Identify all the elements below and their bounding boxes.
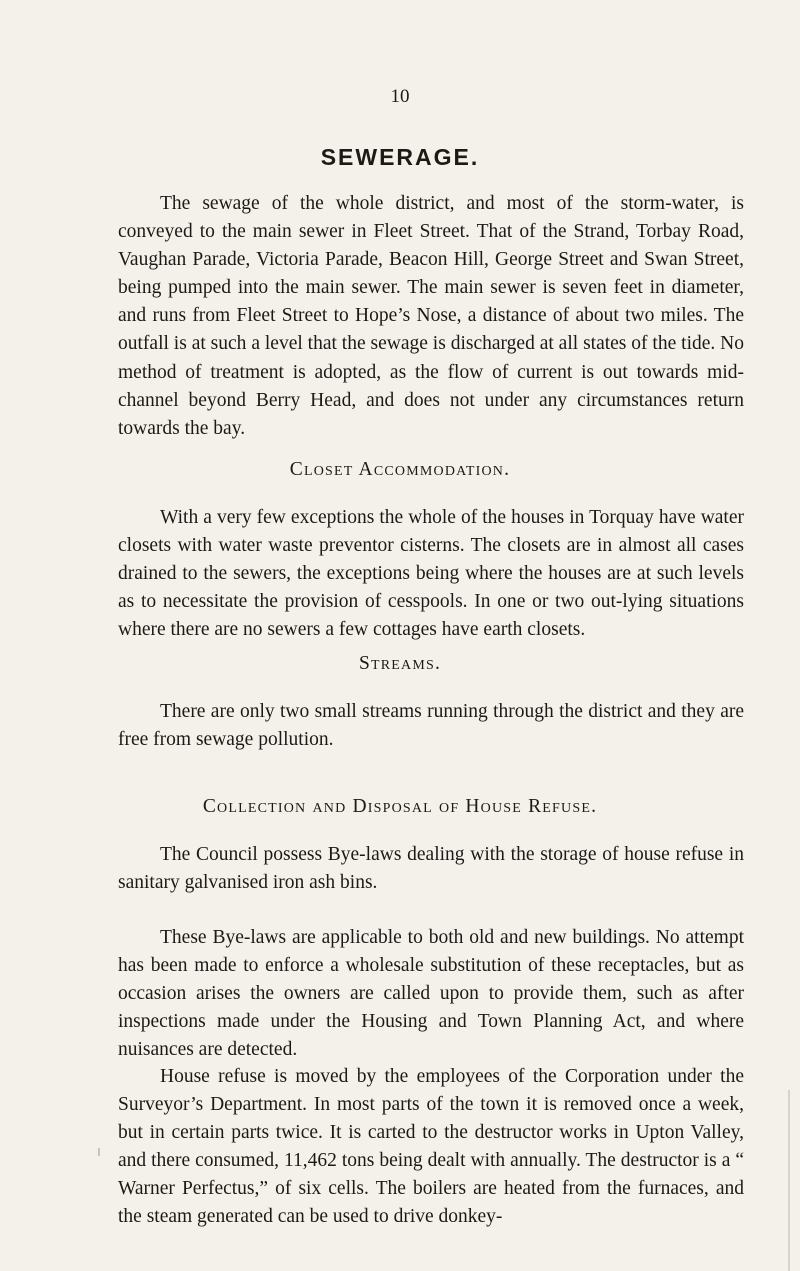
refuse-heading: Collection and Disposal of House Refuse. — [202, 796, 598, 817]
closet-section — [118, 504, 744, 644]
streams-section — [118, 698, 744, 754]
scan-mark — [98, 1148, 100, 1156]
refuse-paragraph-2: These Bye-laws are applicable to both old and new buildings. No attempt has been made to enforce a wholesale substitution of these receptacles, but as occasion arises the owners are called upon to provide them, such as after inspections made under the Housing and Town Planning Act, and where nuisances are detected. — [118, 927, 744, 1061]
refuse-paragraph-3: House refuse is moved by the employees of the Corporation under the Surveyor’s Department. In most parts of the town it is removed once a week, but in certain parts twice. It is carted to the destructor works in Upton Valley, and there consumed, 11,462 tons being dealt with annually. The destructor is a “ Warner Perfectus,” of six cells. The boilers are heated from the furnaces, and the steam generated can be used to drive donkey- — [118, 1066, 744, 1228]
refuse-section-1 — [118, 841, 744, 897]
refuse-paragraph-1: The Council possess Bye-laws dealing with the storage of house refuse in sanitary galvanised iron ash bins. — [118, 844, 744, 894]
closet-paragraph: With a very few exceptions the whole of the houses in Torquay have water closets with water waste preventor cisterns. The closets are in almost all cases drained to the sewers, the exceptions being where the houses are at such levels as to necessitate the provision of cesspools. In one or two out-lying situations where there are no sewers a few cottages have earth closets. — [118, 507, 744, 641]
refuse-section-3 — [118, 1063, 744, 1232]
sewerage-paragraph: The sewage of the whole district, and most of the storm-water, is conveyed to the main sewer in Fleet Street. That of the Strand, Torbay Road, Vaughan Parade, Victoria Parade, Beacon Hill, George Street and Swan Street, being pumped into the main sewer. The main sewer is seven feet in diameter, and runs from Fleet Street to Hope’s Nose, a distance of about two miles. The outfall is at such a level that the sewage is discharged at all states of the tide. No method of treatment is adopted, as the flow of current is out towards mid-channel beyond Berry Head, and does not under any circumstances return towards the bay. — [118, 193, 744, 439]
refuse-section-2 — [118, 924, 744, 1064]
streams-heading: Streams. — [358, 653, 442, 674]
closet-accommodation-heading: Closet Accommodation. — [289, 459, 511, 480]
streams-paragraph: There are only two small streams running through the district and they are free from sewage pollution. — [118, 701, 744, 751]
page-edge-shadow — [788, 1090, 790, 1271]
page-number: 10 — [390, 86, 410, 107]
sewerage-section — [118, 190, 744, 443]
main-heading-sewerage: SEWERAGE. — [320, 144, 480, 170]
